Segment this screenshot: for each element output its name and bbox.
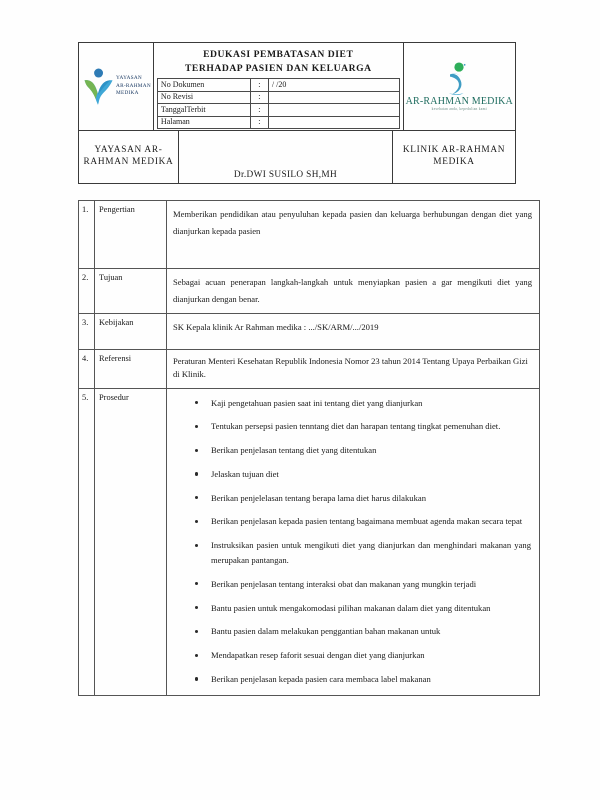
- section-number: 4.: [79, 349, 95, 388]
- section-number: 3.: [79, 313, 95, 349]
- list-item: Bantu pasien untuk mengakomodasi pilihan makanan dalam diet yang ditentukan: [195, 601, 531, 616]
- list-item: Berikan penjelelasan tentang berapa lama diet harus dilakukan: [195, 491, 531, 506]
- document-header-table: [78, 42, 516, 184]
- info-label-halaman: Halaman: [157, 116, 250, 129]
- section-key: Prosedur: [95, 388, 167, 695]
- list-item: Bantu pasien dalam melakukan penggantian bahan makanan untuk: [195, 624, 531, 639]
- section-number: 5.: [79, 388, 95, 695]
- info-label-no-dokumen: No Dokumen: [157, 79, 250, 92]
- section-key: Pengertian: [95, 201, 167, 269]
- list-item: Berikan penjelasan tentang diet yang ditentukan: [195, 443, 531, 458]
- section-content: [167, 269, 540, 314]
- list-item: Instruksikan pasien untuk mengikuti diet yang dianjurkan dan menghindari makanan yang merupakan pantangan.: [195, 538, 531, 568]
- clinic-name: KLINIK AR-RAHMAN MEDIKA: [402, 145, 506, 167]
- section-key: Tujuan: [95, 269, 167, 314]
- header-cell-right-logo: [404, 43, 515, 130]
- info-row-no-revisi: [157, 91, 399, 104]
- header-cell-title-and-info: [154, 43, 404, 130]
- info-value-tanggal-terbit: [268, 104, 399, 117]
- document-title-line-2: TERHADAP PASIEN DAN KELUARGA: [184, 62, 372, 74]
- section-content: [167, 349, 540, 388]
- info-colon-tanggal-terbit: :: [250, 104, 268, 117]
- table-row: [79, 201, 540, 269]
- section-paragraph: SK Kepala klinik Ar Rahman medika : .../SK/ARM/.../2019: [173, 321, 379, 332]
- info-colon-no-revisi: :: [250, 91, 268, 104]
- list-item: Berikan penjelasan kepada pasien tentang bagaimana membuat agenda makan secara tepat: [195, 514, 531, 529]
- list-item: Jelaskan tujuan diet: [195, 467, 531, 482]
- yayasan-logo-line-1: YAYASAN: [116, 74, 142, 81]
- list-item: Berikan penjelasan kepada pasien cara membaca label makanan: [195, 672, 531, 687]
- organization-name: YAYASAN AR-RAHMAN MEDIKA: [79, 131, 179, 183]
- section-paragraph: Peraturan Menteri Kesehatan Republik Indonesia Nomor 23 tahun 2014 Tentang Upaya Perbaikan Gizi di Klinik.: [173, 355, 528, 380]
- list-item: Mendapatkan resep faforit sesuai dengan diet yang dianjurkan: [195, 648, 531, 663]
- info-colon-halaman: :: [250, 116, 268, 129]
- header-cell-signature: [179, 131, 393, 183]
- document-title: [154, 43, 403, 76]
- clinic-logo-icon: [444, 62, 474, 98]
- table-row: [79, 313, 540, 349]
- info-row-no-dokumen: [157, 79, 399, 92]
- clinic-logo: [406, 62, 513, 112]
- section-number: 1.: [79, 201, 95, 269]
- table-row: [79, 349, 540, 388]
- document-body-table: [78, 200, 540, 696]
- info-value-no-revisi: [268, 91, 399, 104]
- signatory-name: Dr.DWI SUSILO SH,MH: [233, 170, 338, 180]
- info-row-tanggal-terbit: [157, 104, 399, 117]
- info-row-halaman: [157, 116, 399, 129]
- header-cell-left-logo: [79, 43, 154, 130]
- info-value-no-dokumen: / /20: [268, 79, 399, 92]
- section-paragraph: Sebagai acuan penerapan langkah-langkah untuk menyiapkan pasien a gar mengikuti diet yang dianjurkan dengan benar.: [173, 277, 532, 304]
- procedure-list: [167, 396, 533, 687]
- yayasan-logo-text: [116, 75, 151, 98]
- list-item: Berikan penjelasan tentang interaksi obat dan makanan yang mungkin terjadi: [195, 577, 531, 592]
- section-content: [167, 201, 540, 269]
- section-content: [167, 388, 540, 695]
- info-value-halaman: [268, 116, 399, 129]
- table-row: [79, 388, 540, 695]
- header-top-row: [79, 43, 515, 131]
- info-label-no-revisi: No Revisi: [157, 91, 250, 104]
- info-label-tanggal-terbit: TanggalTerbit: [157, 104, 250, 117]
- section-number: 2.: [79, 269, 95, 314]
- list-item: Tentukan persepsi pasien tenntang diet dan harapan tentang tingkat pemenuhan diet.: [195, 419, 531, 434]
- section-content: [167, 313, 540, 349]
- clinic-logo-tagline: kesehatan anda, kepedulian kami: [431, 107, 487, 112]
- document-title-line-1: EDUKASI PEMBATASAN DIET: [203, 48, 354, 60]
- section-key: Kebijakan: [95, 313, 167, 349]
- section-paragraph: Memberikan pendidikan atau penyuluhan kepada pasien dan keluarga berhubungan dengan diet yang dianjurkan kepada pasien: [173, 209, 532, 236]
- info-colon-no-dokumen: :: [250, 79, 268, 92]
- section-key: Referensi: [95, 349, 167, 388]
- yayasan-logo-icon: [81, 68, 115, 106]
- table-row: [79, 269, 540, 314]
- list-item: Kaji pengetahuan pasien saat ini tentang diet yang dianjurkan: [195, 396, 531, 411]
- document-info-table: [157, 78, 400, 129]
- clinic-logo-name: AR-RAHMAN MEDIKA: [405, 95, 513, 107]
- yayasan-logo-line-3: MEDIKA: [116, 90, 139, 97]
- yayasan-logo-line-2: AR-RAHMAN: [116, 82, 151, 89]
- yayasan-logo: [81, 68, 151, 106]
- header-bottom-row: [79, 131, 515, 183]
